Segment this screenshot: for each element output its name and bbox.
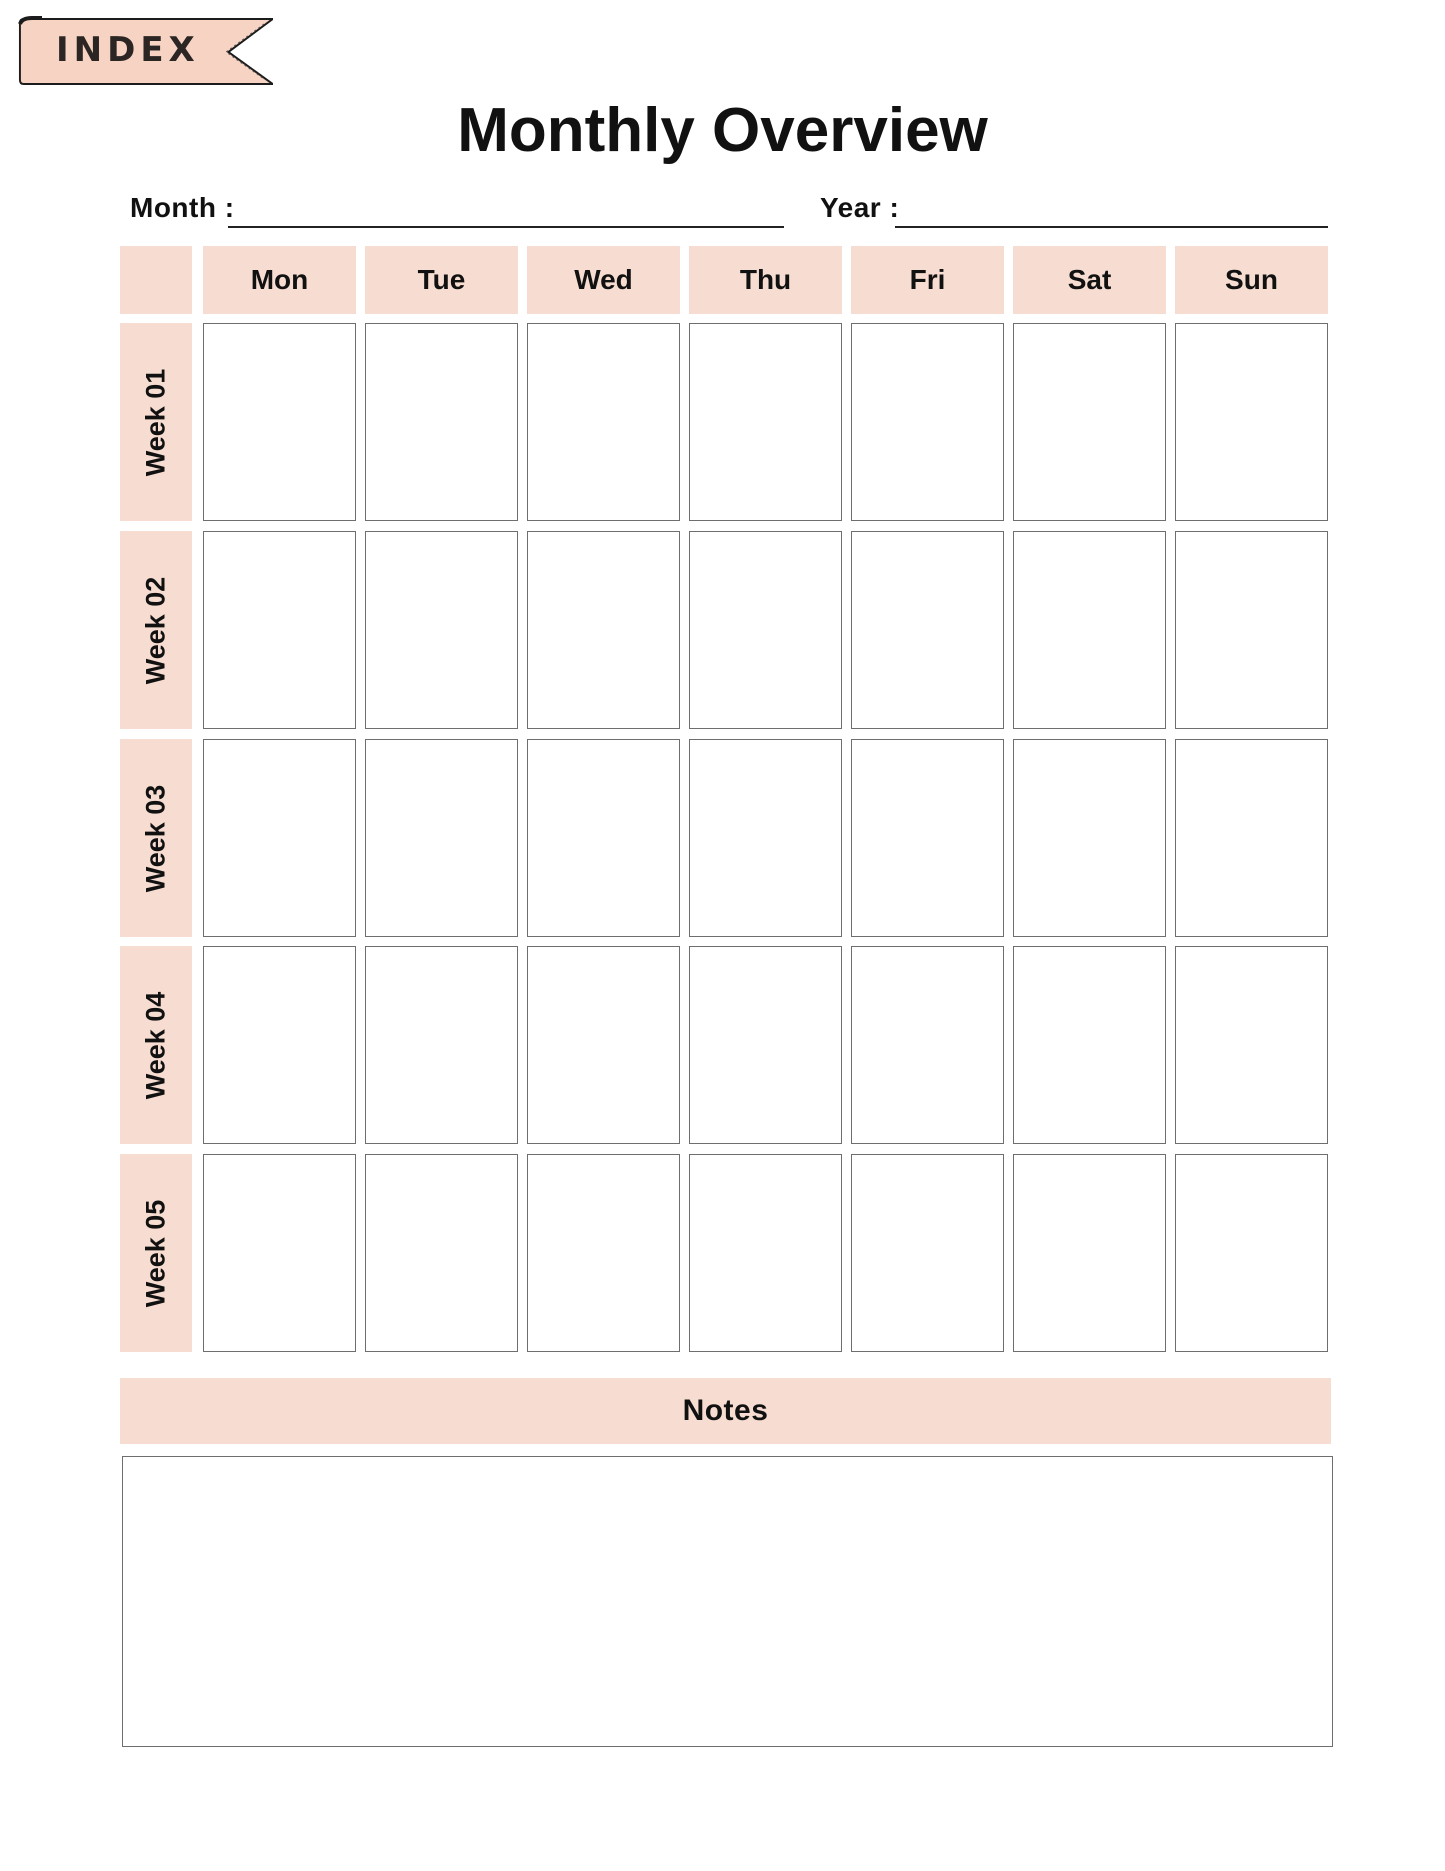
day-cell[interactable] — [365, 323, 518, 521]
index-label: INDEX — [56, 30, 200, 70]
day-cell[interactable] — [1175, 323, 1328, 521]
notes-box[interactable] — [122, 1456, 1333, 1747]
day-cell[interactable] — [527, 946, 680, 1144]
day-cell[interactable] — [1013, 531, 1166, 729]
header-corner — [120, 246, 192, 314]
month-label: Month : — [130, 192, 235, 223]
day-cell[interactable] — [527, 323, 680, 521]
day-cell[interactable] — [203, 946, 356, 1144]
day-cell[interactable] — [1175, 739, 1328, 937]
index-tab[interactable] — [18, 16, 273, 88]
day-header-tue: Tue — [365, 246, 518, 314]
day-cell[interactable] — [851, 531, 1004, 729]
day-cell[interactable] — [527, 1154, 680, 1352]
day-header-mon: Mon — [203, 246, 356, 314]
week-label: Week 01 — [140, 368, 171, 476]
day-cell[interactable] — [689, 739, 842, 937]
day-header-wed: Wed — [527, 246, 680, 314]
day-cell[interactable] — [1013, 739, 1166, 937]
week-label: Week 02 — [140, 576, 171, 684]
day-cell[interactable] — [365, 946, 518, 1144]
day-cell[interactable] — [1175, 531, 1328, 729]
day-cell[interactable] — [689, 946, 842, 1144]
day-cell[interactable] — [365, 739, 518, 937]
week-row-label — [120, 739, 192, 937]
week-label: Week 03 — [140, 784, 171, 892]
week-row-label — [120, 323, 192, 521]
day-cell[interactable] — [527, 531, 680, 729]
day-cell[interactable] — [689, 531, 842, 729]
day-header-sun: Sun — [1175, 246, 1328, 314]
day-cell[interactable] — [1175, 946, 1328, 1144]
day-cell[interactable] — [689, 323, 842, 521]
day-cell[interactable] — [527, 739, 680, 937]
day-cell[interactable] — [851, 739, 1004, 937]
week-row-label — [120, 531, 192, 729]
week-label: Week 05 — [140, 1199, 171, 1307]
week-row-label — [120, 946, 192, 1144]
day-header-sat: Sat — [1013, 246, 1166, 314]
week-row-label — [120, 1154, 192, 1352]
day-cell[interactable] — [1013, 323, 1166, 521]
week-label: Week 04 — [140, 991, 171, 1099]
year-label: Year : — [820, 192, 900, 223]
day-cell[interactable] — [203, 323, 356, 521]
day-header-thu: Thu — [689, 246, 842, 314]
day-cell[interactable] — [1175, 1154, 1328, 1352]
day-cell[interactable] — [851, 323, 1004, 521]
day-cell[interactable] — [203, 1154, 356, 1352]
day-cell[interactable] — [851, 1154, 1004, 1352]
month-field[interactable] — [228, 226, 784, 228]
day-cell[interactable] — [365, 531, 518, 729]
year-field[interactable] — [895, 226, 1328, 228]
page-title: Monthly Overview — [457, 96, 988, 165]
day-cell[interactable] — [365, 1154, 518, 1352]
day-header-fri: Fri — [851, 246, 1004, 314]
day-cell[interactable] — [203, 739, 356, 937]
day-cell[interactable] — [1013, 1154, 1166, 1352]
day-cell[interactable] — [689, 1154, 842, 1352]
day-cell[interactable] — [851, 946, 1004, 1144]
notes-header: Notes — [120, 1378, 1331, 1444]
day-cell[interactable] — [203, 531, 356, 729]
day-cell[interactable] — [1013, 946, 1166, 1144]
